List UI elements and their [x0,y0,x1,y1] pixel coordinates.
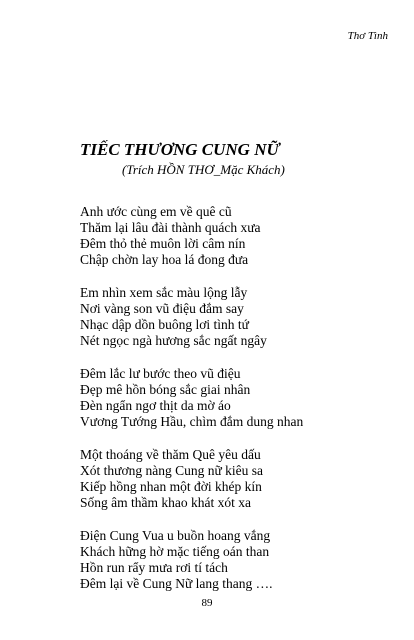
poem-line: Hồn run rẩy mưa rơi tí tách [80,560,228,575]
poem-subtitle: (Trích HỒN THƠ_Mặc Khách) [122,162,285,177]
stanza-2 [80,285,400,349]
poem-line: Đêm thỏ thẻ muôn lời câm nín [80,236,246,251]
poem-line: Chập chờn lay hoa lá đong đưa [80,252,249,267]
poem-line: Em nhìn xem sắc màu lộng lẫy [80,285,248,300]
running-head: Thơ Tình [347,30,388,42]
poem-line: Nét ngọc ngà hương sắc ngất ngây [80,333,267,348]
poem-body [80,204,400,609]
poem-line: Khách hững hờ mặc tiếng oán than [80,544,270,559]
page-number: 89 [201,597,213,609]
poem-line: Nhạc dập dồn buông lơi tình tứ [80,317,249,332]
poem-line: Một thoáng về thăm Quê yêu dấu [80,447,261,462]
poem-line: Sống âm thầm khao khát xót xa [80,495,251,510]
stanza-3 [80,366,400,430]
poem-line: Thăm lại lâu đài thành quách xưa [80,220,261,235]
poem-line: Đêm lắc lư bước theo vũ điệu [80,366,241,381]
stanza-4 [80,447,400,511]
poem-line: Kiếp hồng nhan một đời khép kín [80,479,262,494]
poem-line: Đẹp mê hồn bóng sắc giai nhân [80,382,251,397]
poem-line: Nơi vàng son vũ điệu đắm say [80,301,244,316]
poem-line: Anh ước cùng em về quê cũ [80,204,232,219]
stanza-5 [80,528,400,592]
poem-line: Xót thương nàng Cung nữ kiêu sa [80,463,264,478]
poem-line: Điện Cung Vua u buồn hoang vắng [80,528,271,543]
poem-line: Đêm lại về Cung Nữ lang thang …. [80,576,273,591]
poem-title: TIẾC THƯƠNG CUNG NỮ [80,140,280,159]
poem-line: Đèn ngẩn ngơ thịt da mờ áo [80,398,231,413]
stanza-1 [80,204,400,268]
poem-line: Vương Tướng Hầu, chìm đắm dung nhan [80,414,304,429]
